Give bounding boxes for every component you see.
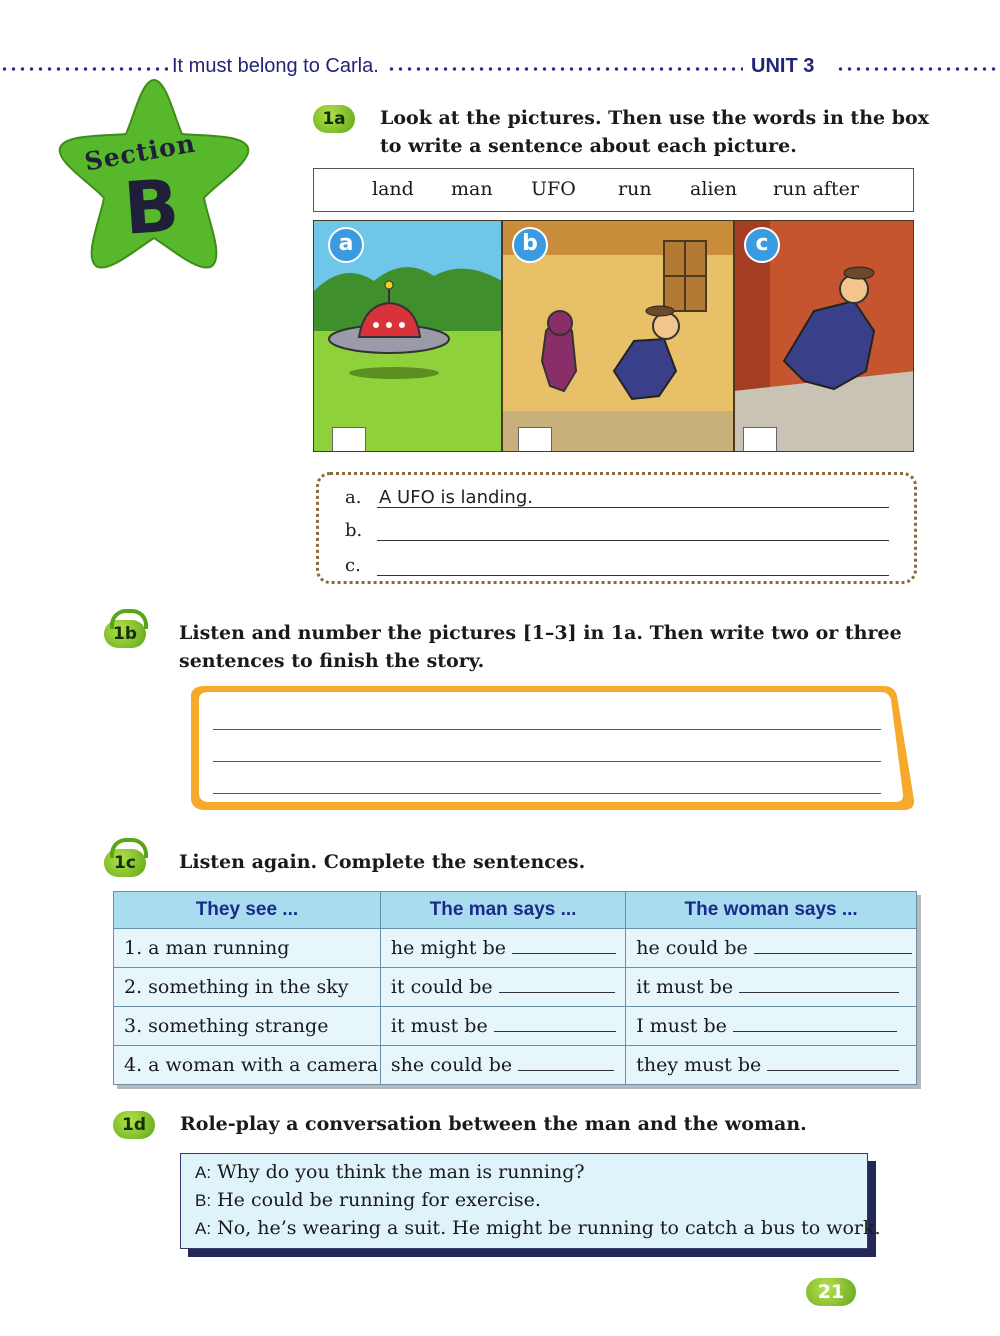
table-row <box>114 1007 917 1046</box>
word-run: run <box>618 178 652 200</box>
instruction-1b-line2: sentences to finish the story. <box>179 650 485 672</box>
instruction-1c: Listen again. Complete the sentences. <box>179 851 586 873</box>
comic-strip <box>313 220 914 452</box>
table-cell[interactable]: she could be <box>380 1046 625 1085</box>
speaker-label: A: <box>195 1163 212 1182</box>
page-number: 21 <box>806 1278 856 1306</box>
exercise-badge-1a: 1a <box>313 105 355 133</box>
answer-label-a: a. <box>345 487 362 508</box>
answer-line-c[interactable] <box>377 575 889 576</box>
table-header-row <box>114 892 917 929</box>
word-land: land <box>372 178 414 200</box>
writing-line-3[interactable] <box>213 793 881 794</box>
dialogue-text: He could be running for exercise. <box>217 1189 541 1211</box>
dialogue-text: No, he’s wearing a suit. He might be running to catch a bus to work. <box>217 1217 881 1239</box>
table-cell[interactable]: it could be <box>380 968 625 1007</box>
exercise-badge-1d: 1d <box>113 1111 155 1139</box>
blank-line[interactable] <box>518 1055 614 1071</box>
instruction-1a-line2: to write a sentence about each picture. <box>380 135 797 157</box>
header-dots <box>0 67 168 71</box>
table-row <box>114 1046 917 1085</box>
word-ufo: UFO <box>531 178 576 200</box>
blank-line[interactable] <box>512 938 616 954</box>
blank-line[interactable] <box>754 938 912 954</box>
comic-illustration <box>314 221 914 452</box>
instruction-1a-line1: Look at the pictures. Then use the words in the box <box>380 107 930 129</box>
writing-line-2[interactable] <box>213 761 881 762</box>
unit-label: UNIT 3 <box>751 55 815 77</box>
header-dots <box>387 67 743 71</box>
table-cell: 4. a woman with a camera <box>114 1046 381 1085</box>
table-cell: 1. a man running <box>114 929 381 968</box>
number-box-c[interactable] <box>743 427 777 452</box>
word-alien: alien <box>690 178 737 200</box>
table-cell: 2. something in the sky <box>114 968 381 1007</box>
table-cell[interactable]: I must be <box>626 1007 917 1046</box>
answer-label-b: b. <box>345 520 363 541</box>
instruction-1b-line1: Listen and number the pictures [1–3] in 1a. Then write two or three <box>179 622 902 644</box>
answer-box-1a <box>316 472 917 584</box>
speaker-label: B: <box>195 1191 212 1210</box>
panel-label-a: a <box>328 227 364 263</box>
table-header-they-see: They see ... <box>114 892 381 929</box>
dialogue-line-1 <box>195 1161 585 1183</box>
table-cell[interactable]: it must be <box>626 968 917 1007</box>
number-box-b[interactable] <box>518 427 552 452</box>
blank-line[interactable] <box>499 977 615 993</box>
table-header-woman-says: The woman says ... <box>626 892 917 929</box>
table-cell[interactable]: he could be <box>626 929 917 968</box>
table-cell[interactable]: he might be <box>380 929 625 968</box>
exercise-badge-1c: 1c <box>104 849 146 877</box>
instruction-1d: Role-play a conversation between the man and the woman. <box>180 1113 807 1135</box>
table-header-man-says: The man says ... <box>380 892 625 929</box>
exercise-badge-1b: 1b <box>104 620 146 648</box>
answer-label-c: c. <box>345 555 361 576</box>
dialogue-box <box>180 1153 881 1249</box>
chapter-title: It must belong to Carla. <box>172 55 379 77</box>
answer-line-b[interactable] <box>377 540 889 541</box>
table-cell[interactable]: it must be <box>380 1007 625 1046</box>
number-box-a[interactable] <box>332 427 366 452</box>
section-letter: B <box>121 163 182 251</box>
word-man: man <box>451 178 493 200</box>
speaker-label: A: <box>195 1219 212 1238</box>
section-label: Section <box>82 128 198 177</box>
blank-line[interactable] <box>494 1016 616 1032</box>
header-dots <box>836 67 1000 71</box>
blank-line[interactable] <box>767 1055 899 1071</box>
writing-line-1[interactable] <box>213 729 881 730</box>
blank-line[interactable] <box>733 1016 897 1032</box>
panel-label-c: c <box>744 227 780 263</box>
listening-table <box>113 891 917 1085</box>
answer-line-a[interactable] <box>377 507 889 508</box>
dialogue-line-2 <box>195 1189 541 1211</box>
answer-text-a[interactable]: A UFO is landing. <box>379 487 533 508</box>
table-cell: 3. something strange <box>114 1007 381 1046</box>
table-row <box>114 968 917 1007</box>
word-run-after: run after <box>773 178 859 200</box>
word-box <box>313 168 914 212</box>
dialogue-line-3 <box>195 1217 881 1239</box>
dialogue-text: Why do you think the man is running? <box>217 1161 585 1183</box>
panel-label-b: b <box>512 227 548 263</box>
table-cell[interactable]: they must be <box>626 1046 917 1085</box>
table-row <box>114 929 917 968</box>
blank-line[interactable] <box>739 977 899 993</box>
